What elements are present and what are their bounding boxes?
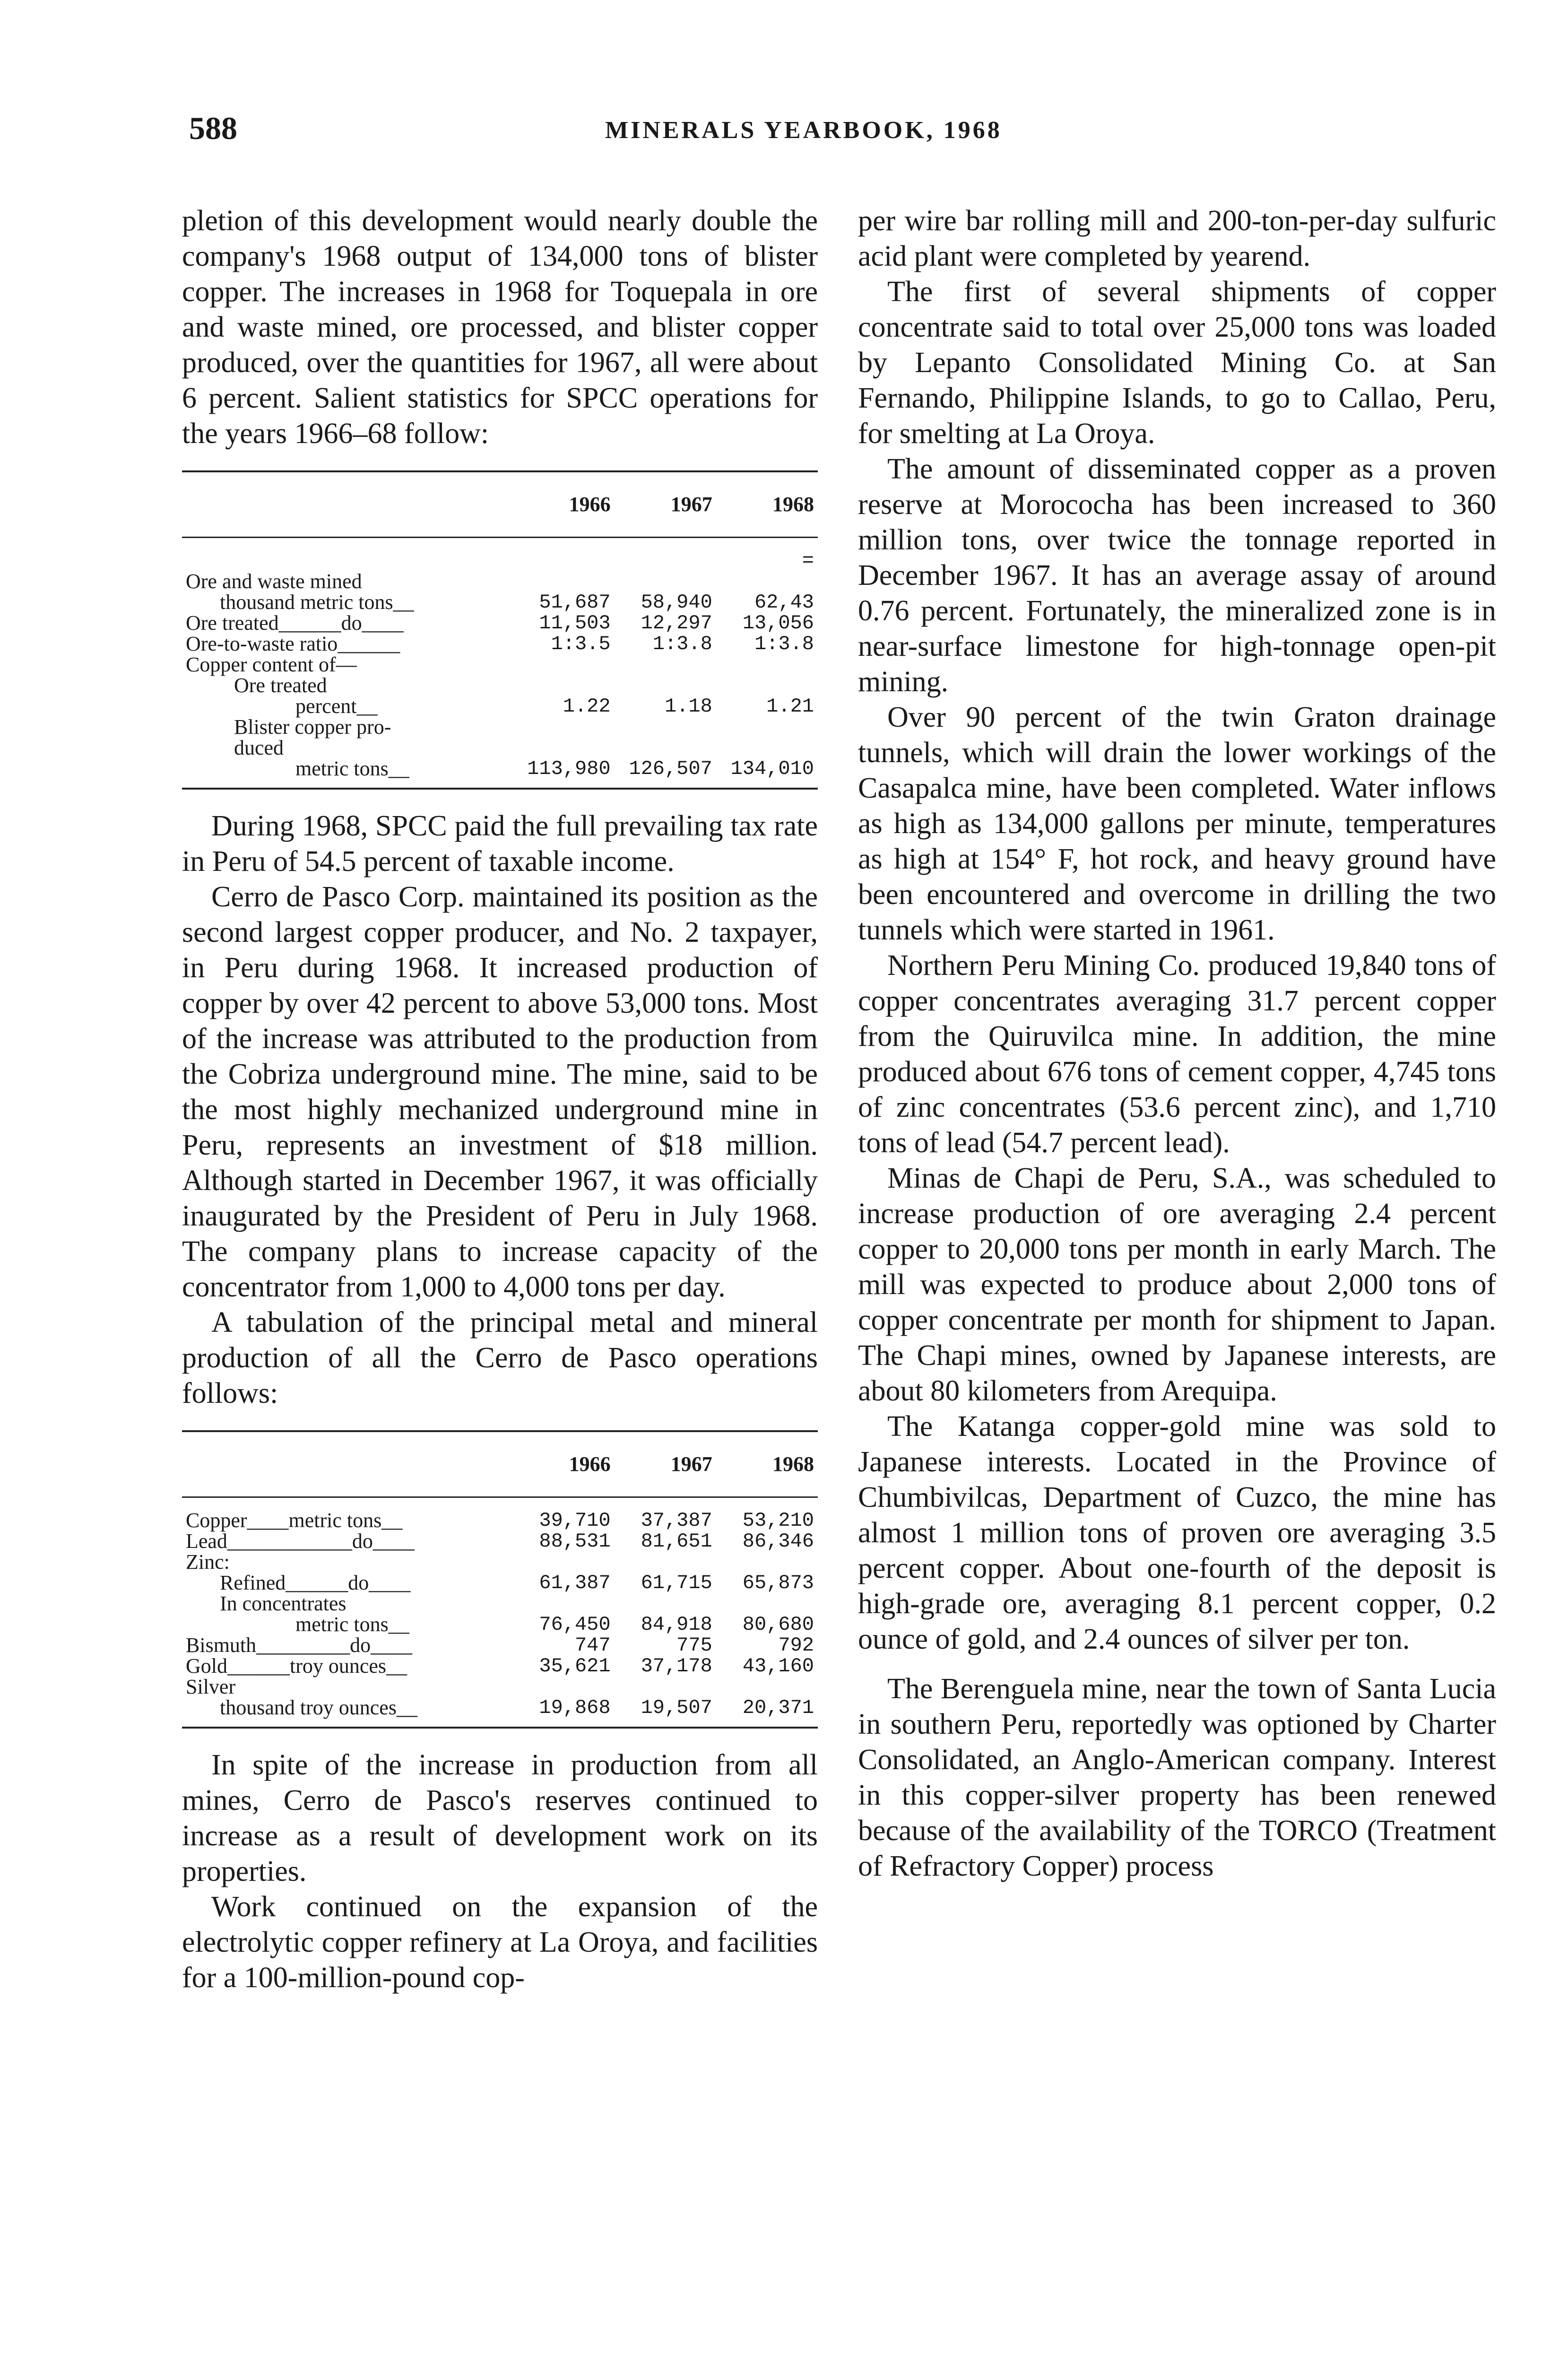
paragraph: Northern Peru Mining Co. produced 19,840 tons of copper concentrates averaging 31.7 percent copper from the Quiruvilca mine. In addition, the mine produced about 676 tons of cement copper, 4,745 tons of zinc concentrates (53.6 percent zinc), and 1,710 tons of lead (54.7 percent lead). xyxy=(858,949,1496,1159)
table-header-cell: 1966 xyxy=(512,1431,614,1497)
table-row: thousand troy ounces__ 19,868 19,507 20,371 xyxy=(182,1697,818,1728)
left-column xyxy=(182,203,818,1996)
paragraph: During 1968, SPCC paid the full prevailing tax rate in Peru of 54.5 percent of taxable income. xyxy=(182,810,818,878)
table-header-cell: 1968 xyxy=(716,471,818,538)
paragraph: pletion of this development would nearly double the company's 1968 output of 134,000 tons of blister copper. The increases in 1968 for Toquepala in ore and waste mined, ore processed, and blister copper produced, over the quantities for 1967, all were about 6 percent. Salient statistics for SPCC operations for the years 1966–68 follow: xyxy=(182,205,818,450)
cerro-de-pasco-production-table xyxy=(182,1430,818,1729)
paragraph: Minas de Chapi de Peru, S.A., was scheduled to increase production of ore averaging 2.4 percent copper to 20,000 tons per month in early March. The mill was expected to produce about 2,000 tons of copper concentrate per month for shipment to Japan. The Chapi mines, owned by Japanese interests, are about 80 kilometers from Arequipa. xyxy=(858,1162,1496,1407)
paragraph: per wire bar rolling mill and 200-ton-per-day sulfuric acid plant were completed by yearend. xyxy=(858,205,1496,272)
paragraph: Cerro de Pasco Corp. maintained its position as the second largest copper producer, and No. 2 taxpayer, in Peru during 1968. It increased production of copper by over 42 percent to above 53,000 tons. Most of the increase was attributed to the production from the Cobriza underground mine. The mine, said to be the most highly mechanized underground mine in Peru, represents an investment of $18 million. Although started in December 1967, it was officially inaugurated by the President of Peru in July 1968. The company plans to increase capacity of the concentrator from 1,000 to 4,000 tons per day. xyxy=(182,881,818,1303)
table-row: Ore treated xyxy=(234,674,327,697)
paragraph: The Berenguela mine, near the town of Santa Lucia in southern Peru, reportedly was optioned by Charter Consolidated, an Anglo-American company. Interest in this copper-silver property has been renewed because of the availability of the TORCO (Treatment of Refractory Copper) process xyxy=(858,1673,1496,1882)
paragraph: The first of several shipments of copper concentrate said to total over 25,000 tons was loaded by Lepanto Consolidated Mining Co. at San Fernando, Philippine Islands, to go to Callao, Peru, for smelting at La Oroya. xyxy=(858,276,1496,450)
table-row: In concentrates xyxy=(220,1592,347,1615)
table-row: Bismuth_________do____ 747 775 792 xyxy=(186,1634,814,1657)
table-row: percent__ 1.22 1.18 1.21 xyxy=(295,695,814,718)
paragraph: Over 90 percent of the twin Graton drainage tunnels, which will drain the lower workings of the Casapalca mine, have been completed. Water inflows as high as 134,000 gallons per minute, temperatures as high at 154° F, hot rock, and heavy ground have been encountered and overcome in drilling the two tunnels which were started in 1961. xyxy=(858,701,1496,946)
table-row: Ore-to-waste ratio______ 1:3.5 1:3.8 1:3.8 xyxy=(186,632,814,655)
paragraph: Work continued on the expansion of the electrolytic copper refinery at La Oroya, and facilities for a 100-million-pound cop- xyxy=(182,1891,818,1994)
table-row: Copper content of— xyxy=(186,653,357,676)
table-row: Copper____metric tons__ 39,710 37,387 53,210 xyxy=(186,1509,814,1532)
table-header-cell: 1968 xyxy=(716,1431,818,1497)
page-number: 588 xyxy=(189,110,237,146)
table-row: Refined______do____ 61,387 61,715 65,873 xyxy=(220,1571,814,1594)
table-row: metric tons__ 76,450 84,918 80,680 xyxy=(295,1613,814,1636)
paragraph: A tabulation of the principal metal and mineral production of all the Cerro de Pasco operations follows: xyxy=(182,1306,818,1409)
table-row: Ore and waste mined xyxy=(186,570,362,593)
table-header-cell xyxy=(182,1431,512,1497)
paragraph: In spite of the increase in production from all mines, Cerro de Pasco's reserves continued to increase as a result of development work on its properties. xyxy=(182,1749,818,1887)
table-header-cell: 1966 xyxy=(512,471,614,538)
table-row: Ore treated______do____ 11,503 12,297 13,056 xyxy=(186,611,814,634)
page-header xyxy=(0,110,1568,152)
right-column xyxy=(858,203,1496,1884)
running-title: MINERALS YEARBOOK, 1968 xyxy=(605,117,1002,144)
table-row: thousand metric tons__ 51,687 58,940 62,43 xyxy=(220,591,814,614)
paragraph: The Katanga copper-gold mine was sold to Japanese interests. Located in the Province of Chumbivilcas, Department of Cuzco, the mine has almost 1 million tons of proven ore averaging 3.5 percent copper. About one-fourth of the deposit is high-grade ore, averaging 8.1 percent copper, 0.2 ounce of gold, and 2.4 ounces of silver per ton. xyxy=(858,1410,1496,1655)
spcc-statistics-table xyxy=(182,470,818,790)
table-row: Silver xyxy=(186,1675,236,1698)
table-row: Blister copper pro- xyxy=(234,715,391,739)
table-row: metric tons__ 113,980 126,507 134,010 xyxy=(182,758,818,789)
table-header-cell: 1967 xyxy=(615,471,716,538)
table-header-cell: 1967 xyxy=(615,1431,716,1497)
table-row: Gold______troy ounces__ 35,621 37,178 43,160 xyxy=(186,1654,814,1677)
table-row: Lead____________do____ 88,531 81,651 86,346 xyxy=(186,1530,814,1553)
table-header-cell xyxy=(182,471,512,538)
stray-mark: = xyxy=(802,549,814,572)
table-row: Zinc: xyxy=(186,1550,230,1573)
table-row xyxy=(182,538,818,572)
table-row: duced xyxy=(234,736,284,759)
paragraph: The amount of disseminated copper as a proven reserve at Morococha has been increased to 360 million tons, over twice the tonnage reported in December 1967. It has an average assay of around 0.76 percent. Fortunately, the mineralized zone is in near-surface limestone for high-tonnage open-pit mining. xyxy=(858,453,1496,698)
